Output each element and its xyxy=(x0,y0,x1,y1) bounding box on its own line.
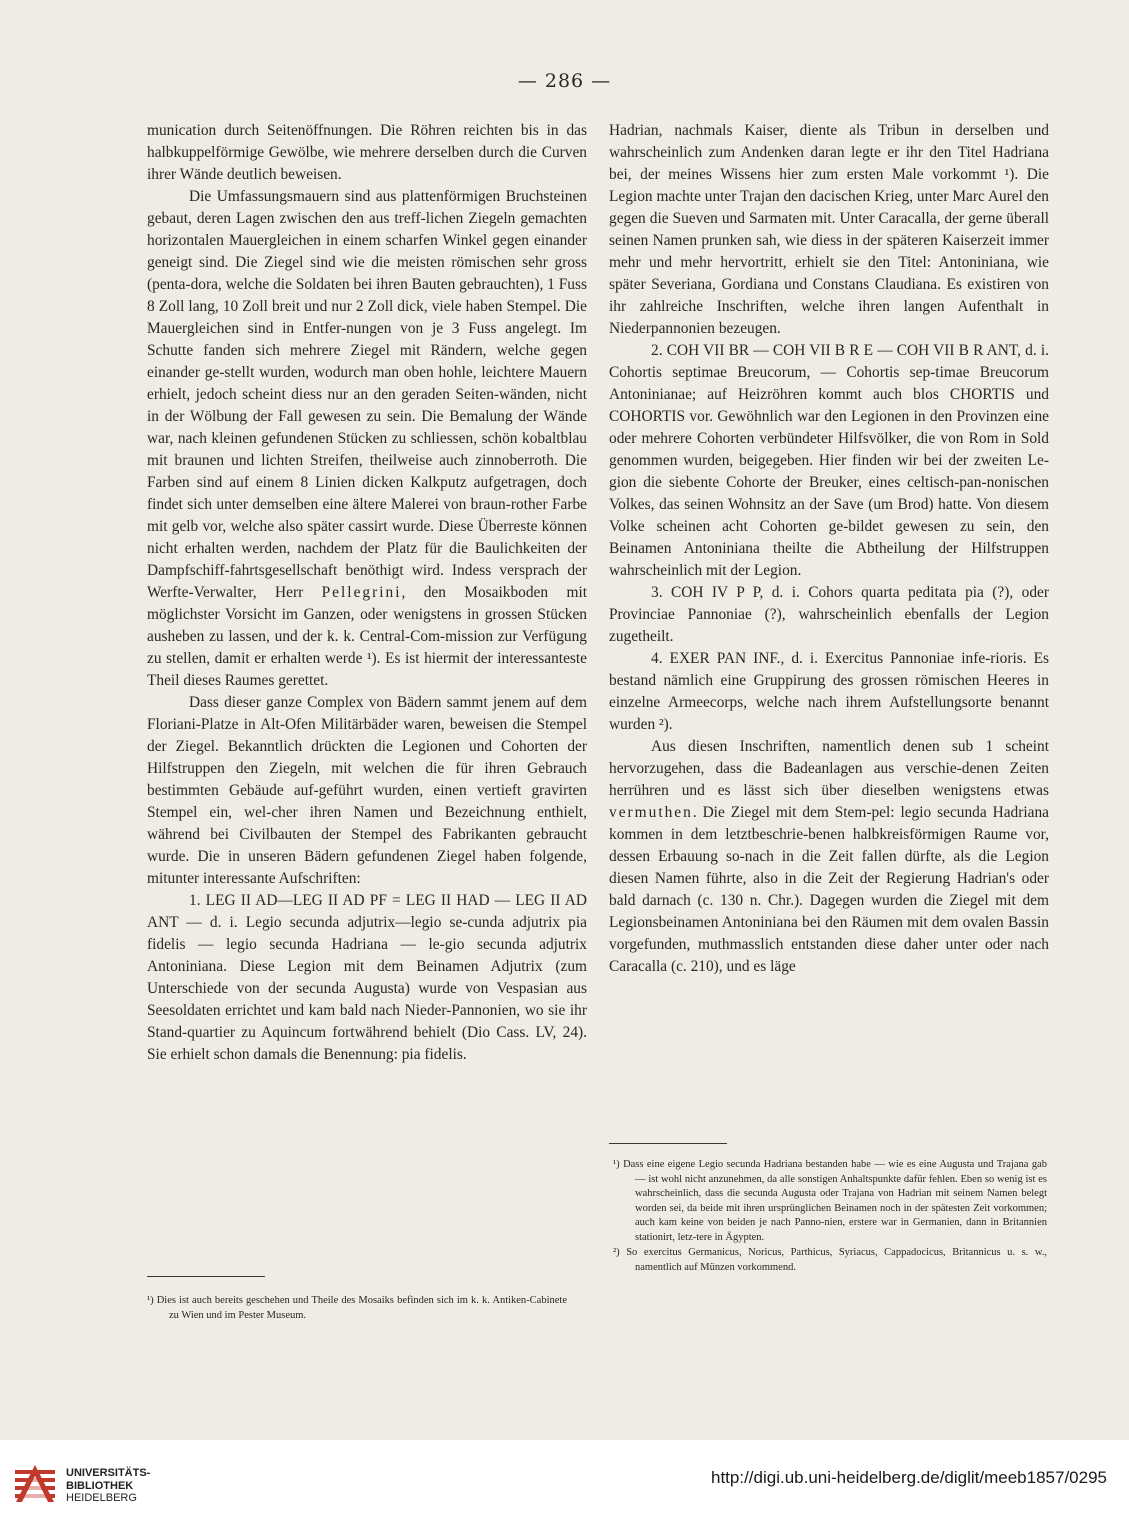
footnote-rule xyxy=(609,1143,727,1144)
paragraph: 4. EXER PAN INF., d. i. Exercitus Pannoniae infe-rioris. Es bestand nämlich eine Gruppirung des grossen römischen Heeres in einzelne Armeecorps, welche nach ihrem Aufstellungsorte benannt wurden ²). xyxy=(609,650,1049,733)
paragraph-text: Die Umfassungsmauern sind aus plattenförmigen Bruchsteinen gebaut, deren Lagen zwischen den aus treff-lichen Ziegeln gemachten horizontalen Mauergleichen in einem scharfen Winkel gegen einander geneigt sind. Die Ziegel sind wie die meisten römischen sehr gross (penta-dora, welche die Soldaten bei ihren Bauten gebrauchten), 1 Fuss 8 Zoll lang, 10 Zoll breit und nur 2 Zoll dick, viele haben Stempel. Die Mauergleichen sind in Entfer-nungen von je 3 Fuss angelegt. Im Schutte fanden sich mehrere Ziegel mit Rändern, welche gegen einander ge-stellt wurden, wodurch man oben hohle, leichtere Mauern erhielt, jedoch scheint diess nur an den geraden Seiten-wänden, nicht in der Wölbung der Fall gewesen zu sein. Die Bemalung der Wände war, nach kleinen gefundenen Stücken zu schliessen, schön kobaltblau mit braunen und lichten Streifen, theilweise auch zinnoberroth. Die Farben sind auf einem 8 Linien dicken Kalkputz aufgetragen, doch findet sich unter demselben eine ältere Malerei von braun-rother Farbe mit gelb vor, welche also später cassirt wurde. Diese Überreste können nicht erhalten werden, nachdem der Platz für die Baulichkeiten der Dampfschiff-fahrtsgesellschaft benöthigt wird. Indess versprach der Werfte-Verwalter, Herr xyxy=(147,188,587,601)
paragraph: 1. LEG II AD—LEG II AD PF = LEG II HAD — LEG II AD ANT — d. i. Legio secunda adjutrix—legio se-cunda adjutrix pia fidelis — legio secunda Hadriana — le-gio secunda adjutrix Antoniniana. Diese Legion mit dem Beinamen Adjutrix (zum Unterschiede von der secunda Augusta) wurde von Vespasian aus Seesoldaten errichtet und kam bald nach Nieder-Pannonien, wo sie ihr Stand-quartier zu Aquincum fortwährend behielt (Dio Cass. LV, 24). Sie erhielt schon damals die Benennung: pia fidelis. xyxy=(147,892,587,1063)
paragraph-text: , den Mosaikboden mit möglichster Vorsicht im Ganzen, oder wenigstens in grossen Stücken ausheben zu lassen, und der k. k. Central-Com-mission zur Verfügung zu stellen, damit er erhalten werde ¹). Es ist hiermit der interessanteste Theil dieses Raumes gerettet. xyxy=(147,584,587,689)
paragraph xyxy=(609,736,1049,978)
paragraph: Dass dieser ganze Complex von Bädern sammt jenem auf dem Floriani-Platze in Alt-Ofen Militärbäder waren, beweisen die Stempel der Ziegel. Bekanntlich drückten die Legionen und Cohorten der Hilfstruppen den Ziegeln, mit welchen die für ihren Gebrauch bestimmten Gebäude auf-geführt wurden, einen vertieft gravirten Stempel ein, wel-cher ihren Namen und Bezeichnung enthielt, während bei Civilbauten der Stempel des Fabrikanten gebraucht wurde. Die in unseren Bädern gefundenen Ziegel haben folgende, mitunter interessante Aufschriften: xyxy=(147,694,587,887)
paragraph: 3. COH IV P P, d. i. Cohors quarta peditata pia (?), oder Provinciae Pannoniae (?), wahrscheinlich ebenfalls der Legion zugetheilt. xyxy=(609,584,1049,645)
university-logo-icon[interactable] xyxy=(12,1462,58,1508)
paragraph-text: . Die Ziegel mit dem Stem-pel: legio secunda Hadriana kommen in dem letztbeschrie-benen halbkreisförmigen Raume vor, dessen Erbauung so-nach in die Zeit fallen dürfte, als die Legion diesen Namen führte, also in die Zeit der Regierung Hadrian's oder bald darnach (c. 130 n. Chr.). Dagegen wurden die Ziegel mit dem Legionsbeinamen Antoniniana bei den Räumen mit dem ovalen Bassin vorgefunden, muthmasslich entstanden diese daher unter oder nach Caracalla (c. 210), und es läge xyxy=(609,804,1049,975)
name-pellegrini: Pellegrini xyxy=(321,584,402,601)
paragraph-text: Aus diesen Inschriften, namentlich denen sub 1 scheint hervorzugehen, dass die Badeanlagen aus verschie-denen Zeiten herrühren und es lässt sich über dieselben wenigstens etwas xyxy=(609,738,1049,799)
left-column xyxy=(147,120,587,1066)
paragraph: munication durch Seitenöffnungen. Die Röhren reichten bis in das halbkuppelförmige Gewölbe, wie mehrere derselben durch die Curven ihrer Wände deutlich beweisen. xyxy=(147,122,587,183)
left-footnotes xyxy=(147,1294,567,1324)
source-url[interactable]: http://digi.ub.uni-heidelberg.de/diglit/meeb1857/0295 xyxy=(710,1468,1107,1487)
footnote: ²) So exercitus Germanicus, Noricus, Parthicus, Syriacus, Cappadocicus, Britannicus u. s. w., namentlich auf Münzen vorkommend. xyxy=(613,1247,1047,1273)
page-number: — 286 — xyxy=(517,70,612,92)
right-footnotes xyxy=(613,1158,1047,1276)
paragraph xyxy=(147,186,587,692)
footnote: ¹) Dass eine eigene Legio secunda Hadriana bestanden habe — wie es eine Augusta und Trajana gab — ist wohl nicht anzunehmen, da alle sonstigen Anhaltspunkte dafür fehlen. Eben so wenig ist es wahrscheinlich, dass die secunda Augusta oder Trajana von Hadrian mit seinem Namen belegt worden sei, da beide mit ihren ursprünglichen Beinamen noch in der spätesten Zeit vorkommen; auch kam keine von beiden je nach Panno-nien, erstere war in Germanien, dann in Britannien stationirt, letz-tere in Ägypten. xyxy=(613,1159,1047,1243)
paragraph: 2. COH VII BR — COH VII B R E — COH VII B R ANT, d. i. Cohortis septimae Breucorum, — Cohortis sep-timae Breucorum Antoninianae; auf Heizröhren kommt auch blos CHORTIS und COHORTIS vor. Gewöhnlich war den Legionen in den Provinzen eine oder mehrere Cohorten verbündeter Hilfsvölker, die von Rom in Sold genommen wurden, beigegeben. Hier finden wir bei der zweiten Le-gion die siebente Cohorte der Breuker, eines celtisch-pan-nonischen Volkes, das seinen Wohnsitz an der Save (um Brod) hatte. Von diesem Volke scheinen acht Cohorten ge-bildet gewesen zu sein, den Beinamen Antoniniana theilte die Abtheilung der Hilfstruppen wahrscheinlich mit der Legion. xyxy=(609,342,1049,579)
paragraph: Hadrian, nachmals Kaiser, diente als Tribun in derselben und wahrscheinlich zum Andenken daran legte er ihr den Titel Hadriana bei, der meines Wissens hier zum ersten Male vorkommt ¹). Die Legion machte unter Trajan den dacischen Krieg, unter Marc Aurel den gegen die Sueven und Sarmaten mit. Unter Caracalla, der gerne überall seinen Namen prunken sah, wie diess in der späteren Kaiserzeit immer mehr und mehr hervortritt, erhielt sie den Titel: Antoniniana, wie später Severiana, Gordiana und Constans Claudiana. Es existiren von ihr zahlreiche Inschriften, welche ihren langen Aufenthalt in Niederpannonien bezeugen. xyxy=(609,122,1049,337)
right-column xyxy=(609,120,1049,978)
library-name[interactable]: UNIVERSITÄTS- BIBLIOTHEK HEIDELBERG xyxy=(66,1467,151,1504)
footnote: ¹) Dies ist auch bereits geschehen und Theile des Mosaiks befinden sich im k. k. Antiken-Cabinete zu Wien und im Pester Museum. xyxy=(147,1295,567,1321)
footnote-rule xyxy=(147,1276,265,1277)
word-vermuthen: vermuthen xyxy=(609,804,693,821)
